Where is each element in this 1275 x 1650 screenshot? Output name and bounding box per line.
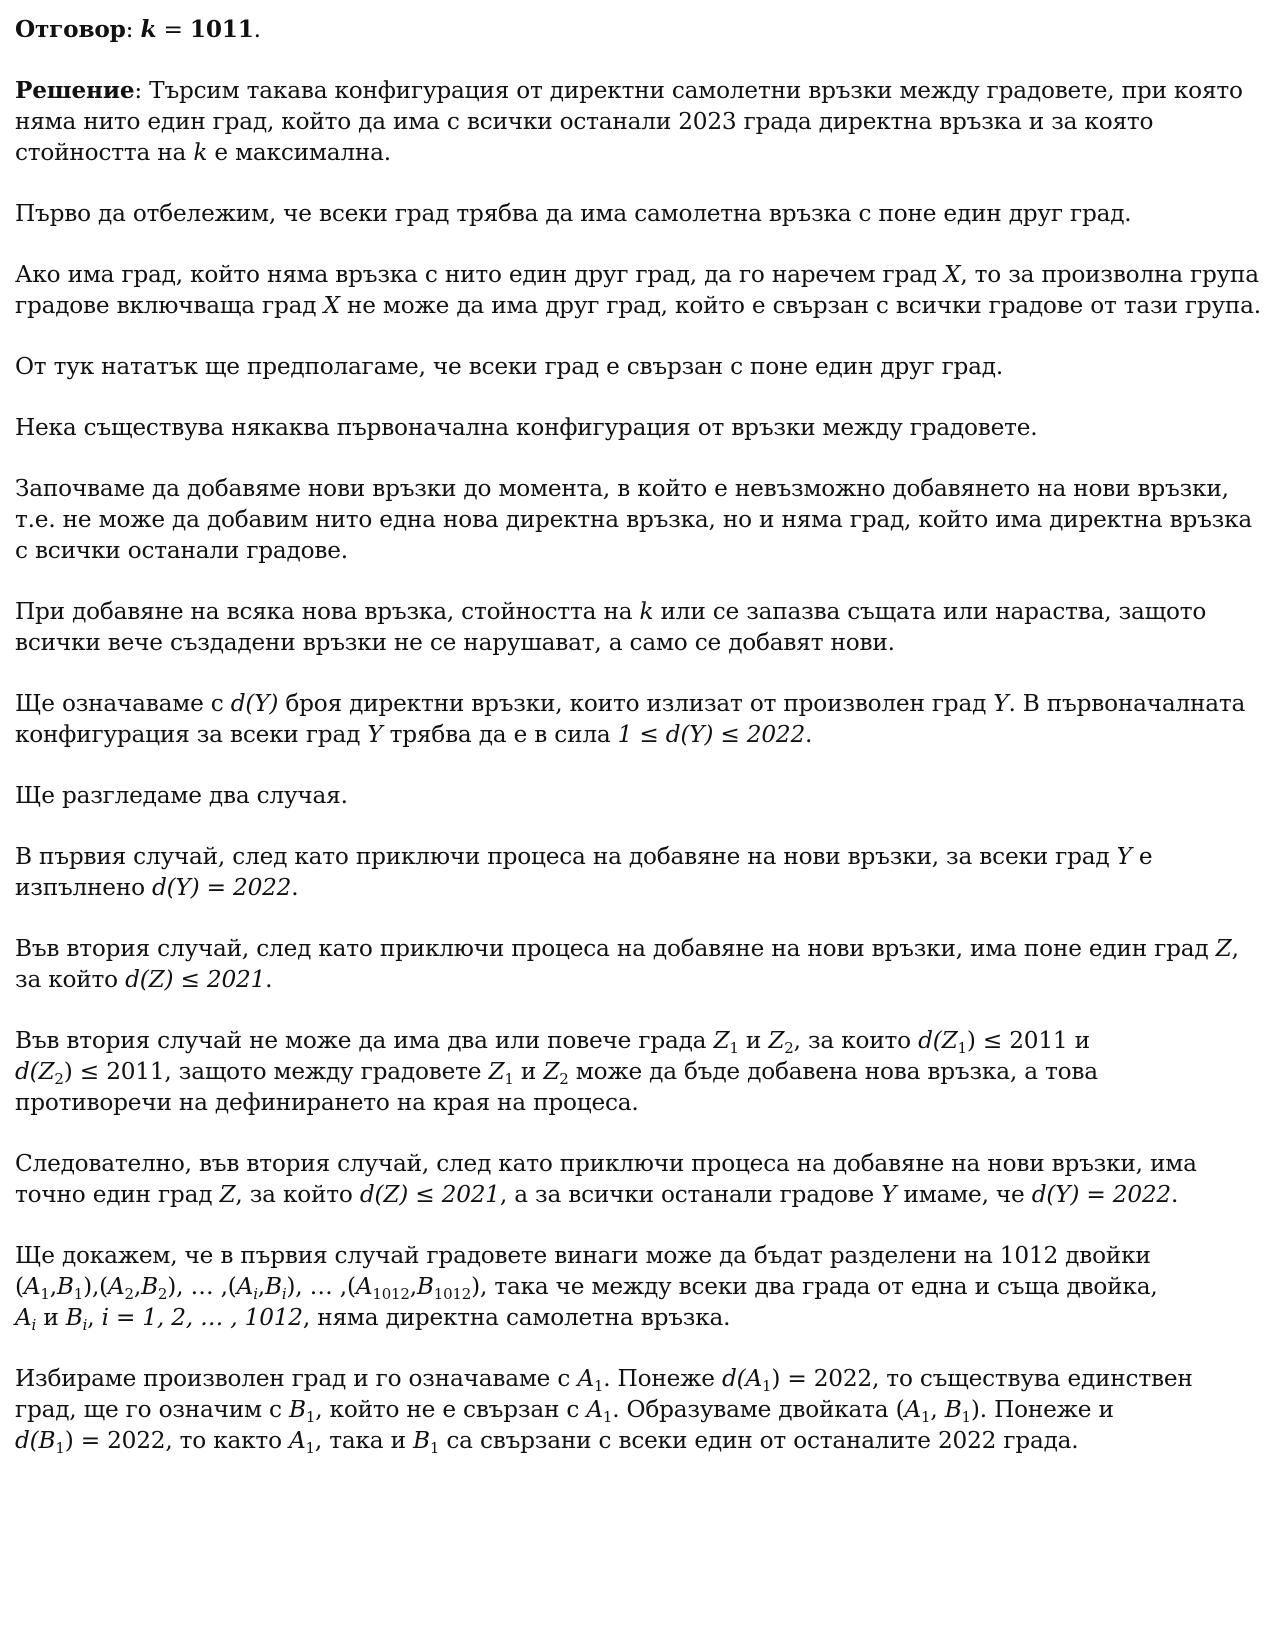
paragraph-16: Избираме произволен град и го означаваме с $A_1$. Понеже $d(A_1) = 2022$, то съществува единствен град, ще го означим с $B_1$, който не е свързан с $A_1$. Образуваме двойката ($A_1$, $B_1$). Понеже и $d(B_1) = 2022$, то както $A_1$, така и $B_1$ са свързани с всеки един от останалите 2022 града. <box>15 1365 1193 1457</box>
solution-paragraph: Решение: Търсим такава конфигурация от директни самолетни връзки между градовете, при която няма нито един град, който да има с всички останали 2023 града директна връзка и за която стойността на k е максимална. <box>15 77 1243 166</box>
paragraph-14: Следователно, във втория случай, след като приключи процеса на добавяне на нови връзки, има точно един град Z, за който d(Z) ≤ 2021, а за всички останали градове Y имаме, че d(Y) = 2022. <box>15 1150 1197 1208</box>
paragraph-4: Ако има град, който няма връзка с нито един друг град, да го наречем град X, то за произволна група градове включваща град X не може да има друг град, който е свързан с всички градове от тази група. <box>15 261 1261 319</box>
solution-label: Решение <box>15 77 135 104</box>
paragraph-11: В първия случай, след като приключи процеса на добавяне на нови връзки, за всеки град Y е изпълнено d(Y) = 2022. <box>15 843 1153 901</box>
answer-label: Отговор <box>15 16 126 43</box>
answer-variable: k <box>140 16 157 43</box>
paragraph-13: Във втория случай не може да има два или повече града $Z_1$ и $Z_2$, за които $d(Z_1) \le 2011$ и $d(Z_2) \le 2011$, защото между градовете $Z_1$ и $Z_2$ може да бъде добавена нова връзка, а това противоречи на дефинирането на края на процеса. <box>15 1027 1098 1116</box>
paragraph-7: Започваме да добавяме нови връзки до момента, в който е невъзможно добавянето на нови връзки, т.е. не може да добавим нито една нова директна връзка, но и няма град, който има директна връзка с всички останали градове. <box>15 475 1253 564</box>
paragraph-5: От тук нататък ще предполагаме, че всеки град е свързан с поне един друг град. <box>15 353 1004 380</box>
answer-line: Отговор: k = 1011. <box>15 16 261 43</box>
paragraph-8: При добавяне на всяка нова връзка, стойността на k или се запазва същата или нараства, защото всички вече създадени връзки не се нарушават, а само се добавят нови. <box>15 598 1207 656</box>
answer-value: 1011 <box>189 16 254 43</box>
paragraph-15: Ще докажем, че в първия случай градовете винаги може да бъдат разделени на 1012 двойки $(A_1,B_1),(A_2,B_2)$, … $,(A_i,B_i)$, … $,(A_{1012},B_{1012})$, така че между всеки два града от една и съща двойка, $A_i$ и $B_i$, i = 1, 2, … , 1012, няма директна самолетна връзка. <box>15 1242 1158 1334</box>
paragraph-3: Първо да отбележим, че всеки град трябва да има самолетна връзка с поне един друг град. <box>15 200 1132 227</box>
paragraph-9: Ще означаваме с d(Y) броя директни връзки, които излизат от произволен град Y. В първоначалната конфигурация за всеки град Y трябва да е в сила 1 ≤ d(Y) ≤ 2022. <box>15 690 1246 748</box>
paragraph-12: Във втория случай, след като приключи процеса на добавяне на нови връзки, има поне един град Z, за който d(Z) ≤ 2021. <box>15 935 1239 993</box>
paragraph-10: Ще разгледаме два случая. <box>15 782 348 809</box>
solution-document <box>15 14 1260 1486</box>
paragraph-6: Нека съществува някаква първоначална конфигурация от връзки между градовете. <box>15 414 1038 441</box>
